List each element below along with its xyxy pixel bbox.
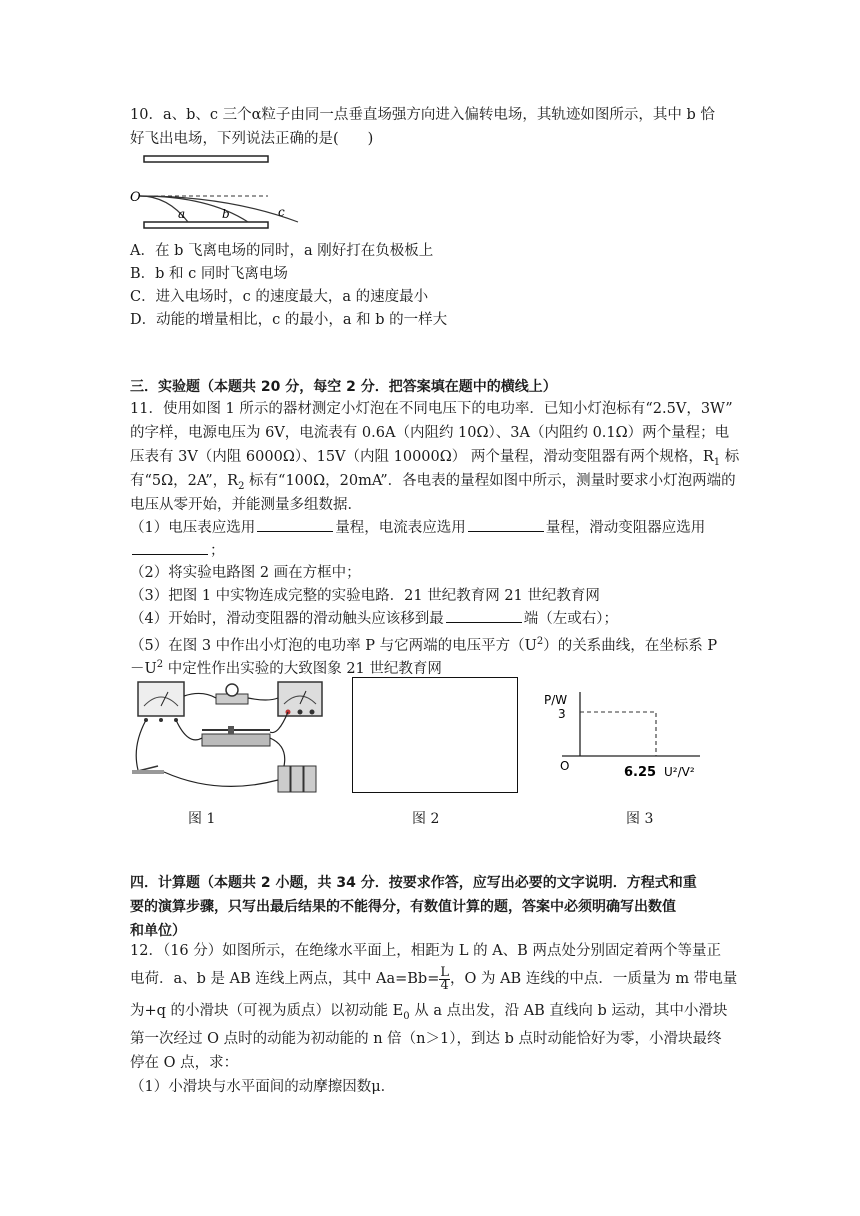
- q11-part1-cont: ；: [130, 540, 225, 562]
- graph-x-value: 6.25: [624, 765, 657, 780]
- answer-blank-voltmeter[interactable]: [257, 517, 333, 532]
- deflection-field-figure: [128, 150, 308, 236]
- q11-line5: 电压从零开始，并能测量多组数据．: [130, 497, 362, 513]
- q11-part5: （5）在图 3 中作出小灯泡的电功率 P 与它两端的电压平方$(U^2)$的关系曲线，在坐标系 P: [130, 636, 718, 654]
- fraction-l-over-4: $\frac{L}{4}$: [440, 964, 449, 993]
- q12-line4: 第一次经过 O 点时的动能为初动能的 n 倍（n＞1），到达 b 点时动能恰好为零，小滑块最终: [130, 1031, 722, 1047]
- section4-heading-line1: 四．计算题（本题共 2 小题，共 34 分．按要求作答，应写出必要的文字说明．方程式和重: [130, 875, 697, 891]
- q11-part1: （1）电压表应选用 量程，电流表应选用 量程，滑动变阻器应选用: [130, 517, 705, 539]
- q11-line2: 的字样，电源电压为 6V，电流表有 0.6A（内阻约 10Ω）、3A（内阻约 0.1Ω）两个量程；电: [130, 425, 730, 441]
- q10-option-d: D．动能的增量相比，c 的最小，a 和 b 的一样大: [130, 312, 448, 328]
- q12-part1: （1）小滑块与水平面间的动摩擦因数μ．: [130, 1079, 396, 1095]
- q12-line5: 停在 O 点，求：: [130, 1055, 239, 1071]
- answer-blank-ammeter[interactable]: [468, 517, 544, 532]
- graph-origin: O: [560, 759, 570, 773]
- answer-blank-rheostat[interactable]: [132, 540, 208, 555]
- fig-label-a: a: [178, 207, 186, 221]
- section3-heading: 三．实验题（本题共 20 分，每空 2 分．把答案填在题中的横线上）: [130, 379, 557, 395]
- fig-label-b: b: [222, 207, 230, 221]
- apparatus-figure: [128, 676, 328, 798]
- power-graph: [540, 684, 720, 794]
- q10-option-c: C．进入电场时，c 的速度最大，a 的速度最小: [130, 289, 429, 305]
- q11-part4: （4）开始时，滑动变阻器的滑动触头应该移到最 端（左或右）；: [130, 608, 618, 630]
- q10-line2: 好飞出电场，下列说法正确的是( ): [130, 131, 374, 147]
- q11-part3: （3）把图 1 中实物连成完整的实验电路．21 世纪教育网 21 世纪教育网: [130, 588, 600, 604]
- section4-heading-line3: 和单位）: [130, 923, 186, 939]
- q11-line1: 11．使用如图 1 所示的器材测定小灯泡在不同电压下的电功率．已知小灯泡标有“2.5V，3W”: [130, 401, 733, 417]
- q12-line1: 12．（16 分）如图所示，在绝缘水平面上，相距为 L 的 A、B 两点处分别固定着两个等量正: [130, 943, 721, 959]
- q11-part5-cont: $-U^2$ 中定性作出实验的大致图象 21 世纪教育网: [130, 659, 442, 677]
- q10-line1: 10．a、b、c 三个α粒子由同一点垂直场强方向进入偏转电场，其轨迹如图所示，其中 b 恰: [130, 107, 715, 123]
- figure3-caption: 图 3: [626, 811, 654, 827]
- figure2-caption: 图 2: [412, 811, 440, 827]
- q11-line3: 压表有 3V（内阻 6000Ω）、15V（内阻 10000Ω） 两个量程，滑动变阻器有两个规格，$R_1$ 标: [130, 449, 740, 468]
- q11-part2: （2）将实验电路图 2 画在方框中；: [130, 565, 361, 581]
- graph-y-label: P/W: [544, 693, 568, 707]
- q12-line3: 为+q 的小滑块（可视为质点）以初动能 $E_0$ 从 a 点出发，沿 AB 直线向 b 运动，其中小滑块: [130, 1003, 728, 1022]
- fig-label-o: O: [130, 190, 141, 205]
- q12-line2: 电荷．a、b 是 AB 连线上两点，其中 Aa=Bb= $\frac{L}{4}$ ，O 为 AB 连线的中点．一质量为 m 带电量: [130, 964, 738, 993]
- graph-y-value: 3: [558, 707, 566, 721]
- answer-blank-slider-end[interactable]: [446, 608, 522, 623]
- q10-option-a: A．在 b 飞离电场的同时，a 刚好打在负极板上: [130, 243, 434, 259]
- graph-x-label: U²/V²: [664, 765, 695, 779]
- section4-heading-line2: 要的演算步骤，只写出最后结果的不能得分，有数值计算的题，答案中必须明确写出数值: [130, 899, 676, 915]
- figure1-caption: 图 1: [188, 811, 216, 827]
- q11-line4: 有“5Ω，2A”，$R_2$ 标有“100Ω，20mA”．各电表的量程如图中所示，测量时要求小灯泡两端的: [130, 473, 736, 492]
- circuit-diagram-box[interactable]: [352, 677, 518, 793]
- q10-option-b: B．b 和 c 同时飞离电场: [130, 266, 288, 282]
- fig-label-c: c: [278, 205, 285, 219]
